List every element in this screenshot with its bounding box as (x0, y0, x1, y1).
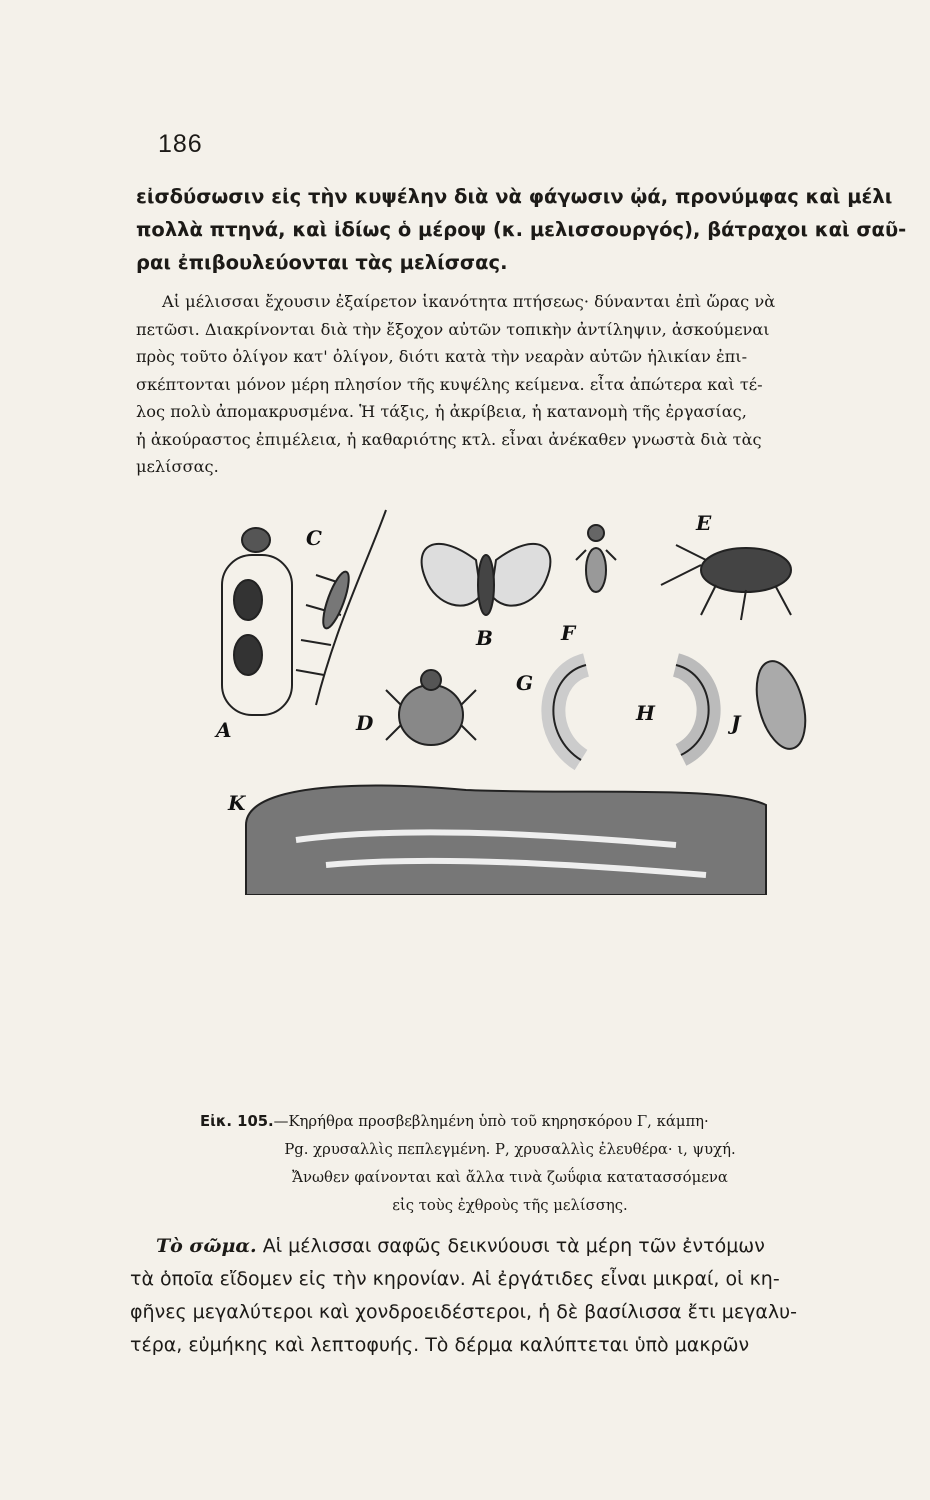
figure-label: E (696, 511, 712, 535)
text-line: εἰσδύσωσιν εἰς τὴν κυψέλην διὰ νὰ φάγωσιν ᾠά, προνύμφας καὶ μέλι (136, 185, 893, 208)
figure-caption (200, 1108, 820, 1220)
cell-A-drawing (222, 528, 292, 715)
page-number: 186 (158, 130, 203, 158)
text-line (130, 1230, 910, 1263)
body-section (130, 1230, 910, 1362)
text-line: φῆνες μεγαλύτεροι καὶ χονδροειδέστεροι, ἡ δὲ βασίλισσα ἔτι μεγαλυ- (130, 1301, 797, 1323)
text-line: ἡ ἀκούραστος ἐπιμέλεια, ἡ καθαριότης κτλ. εἶναι ἀνέκαθεν γνωστὰ διὰ τὰς (136, 429, 762, 449)
figure-label: H (636, 701, 655, 725)
top-paragraph (136, 180, 906, 279)
figure-label: G (516, 671, 534, 695)
figure-label: K (228, 791, 246, 815)
section-text: Αἱ μέλισσαι σαφῶς δεικνύουσι τὰ μέρη τῶν ἐντόμων (256, 1235, 765, 1257)
figure-label: B (476, 626, 493, 650)
section-title: Τὸ σῶμα. (156, 1235, 257, 1257)
text-line: πετῶσι. Διακρίνονται διὰ τὴν ἔξοχον αὐτῶν τοπικὴν ἀντίληψιν, ἀσκούμεναι (136, 319, 770, 339)
text-line: πρὸς τοῦτο ὀλίγον κατ' ὀλίγον, διότι κατὰ τὴν νεαρὰν αὐτῶν ἡλικίαν ἐπι- (136, 347, 748, 366)
illustration-svg (206, 505, 826, 895)
text-line: σκέπτονται μόνον μέρη πλησίον τῆς κυψέλης κείμενα. εἶτα ἀπώτερα καὶ τέ- (136, 374, 763, 394)
caption-figure-number: Εἰκ. 105. (200, 1113, 274, 1130)
figure-label: F (561, 621, 576, 645)
insect-illustration (206, 505, 826, 895)
figure-label: J (731, 711, 741, 735)
caption-text: —Κηρήθρα προσβεβλημένη ὑπὸ τοῦ κηρησκόρου Γ, κάμπη· (273, 1113, 709, 1130)
second-paragraph (136, 288, 906, 481)
mite-D-drawing (386, 670, 476, 745)
text-line: πολλὰ πτηνά, καὶ ἰδίως ὁ μέροψ (κ. μελισσουργός), βάτραχοι καὶ σαῦ- (136, 218, 906, 241)
larva-H-drawing (676, 665, 709, 755)
text-line: τέρα, εὐμήκης καὶ λεπτοφυής. Τὸ δέρμα καλύπτεται ὑπὸ μακρῶν (130, 1334, 750, 1356)
larva-G-drawing (553, 665, 586, 760)
figure-label: D (356, 711, 374, 735)
caption-line: Pg. χρυσαλλὶς πεπλεγμένη. Ρ, χρυσαλλὶς ἐλευθέρα· ι, ψυχή. (284, 1141, 736, 1158)
beetle-E-drawing (661, 545, 791, 620)
text-line: μελίσσας. (136, 457, 219, 476)
caption-line (200, 1108, 820, 1136)
caption-line: Ἄνωθεν φαίνονται καὶ ἄλλα τινὰ ζωΰφια κατατασσόμενα (292, 1169, 728, 1186)
figure-label: C (306, 526, 322, 550)
caption-line: εἰς τοὺς ἐχθροὺς τῆς μελίσσης. (392, 1197, 628, 1214)
text-line: Αἱ μέλισσαι ἔχουσιν ἐξαίρετον ἱκανότητα πτήσεως· δύνανται ἐπὶ ὥρας νὰ (162, 292, 776, 311)
text-line: τὰ ὁποῖα εἴδομεν εἰς τὴν κηρονίαν. Αἱ ἐργάτιδες εἶναι μικραί, οἱ κη- (130, 1268, 780, 1290)
comb-K-drawing (246, 786, 766, 895)
moth-B-drawing (422, 544, 551, 615)
pupa-J-drawing (748, 656, 814, 754)
text-line: λος πολὺ ἀπομακρυσμένα. Ἡ τάξις, ἡ ἀκρίβεια, ἡ κατανομὴ τῆς ἐργασίας, (136, 402, 747, 421)
text-line: ραι ἐπιβουλεύονται τὰς μελίσσας. (136, 251, 508, 274)
insect-F-drawing (576, 525, 616, 592)
figure-label: A (216, 718, 232, 742)
